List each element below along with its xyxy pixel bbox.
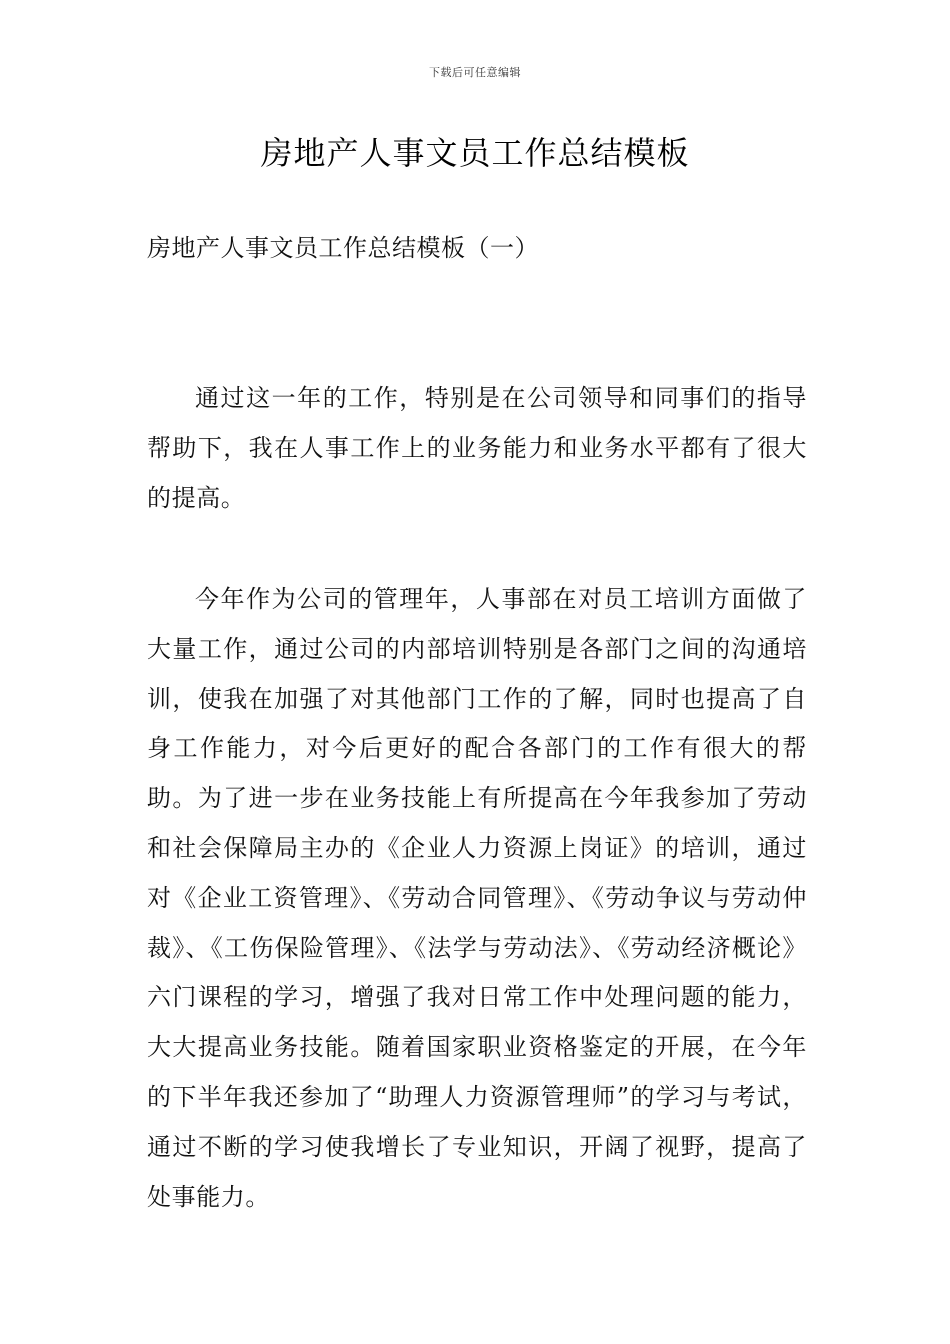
document-subtitle: 房地产人事文员工作总结模板（一）: [147, 234, 539, 262]
body-paragraph-2: 今年作为公司的管理年，人事部在对员工培训方面做了大量工作，通过公司的内部培训特别是各部门之间的沟通培训，使我在加强了对其他部门工作的了解，同时也提高了自身工作能力，对今后更好的配合各部门的工作有很大的帮助。为了进一步在业务技能上有所提高在今年我参加了劳动和社会保障局主办的《企业人力资源上岗证》的培训，通过对《企业工资管理》、《劳动合同管理》、《劳动争议与劳动仲裁》、《工伤保险管理》、《法学与劳动法》、《劳动经济概论》六门课程的学习，增强了我对日常工作中处理问题的能力，大大提高业务技能。随着国家职业资格鉴定的开展，在今年的下半年我还参加了“助理人力资源管理师”的学习与考试，通过不断的学习使我增长了专业知识，开阔了视野，提高了处事能力。: [147, 585, 807, 1211]
document-title: 房地产人事文员工作总结模板: [260, 134, 690, 172]
body-paragraph-1: 通过这一年的工作，特别是在公司领导和同事们的指导帮助下，我在人事工作上的业务能力和业务水平都有了很大的提高。: [147, 384, 807, 512]
header-note: 下载后可任意编辑: [429, 66, 521, 79]
